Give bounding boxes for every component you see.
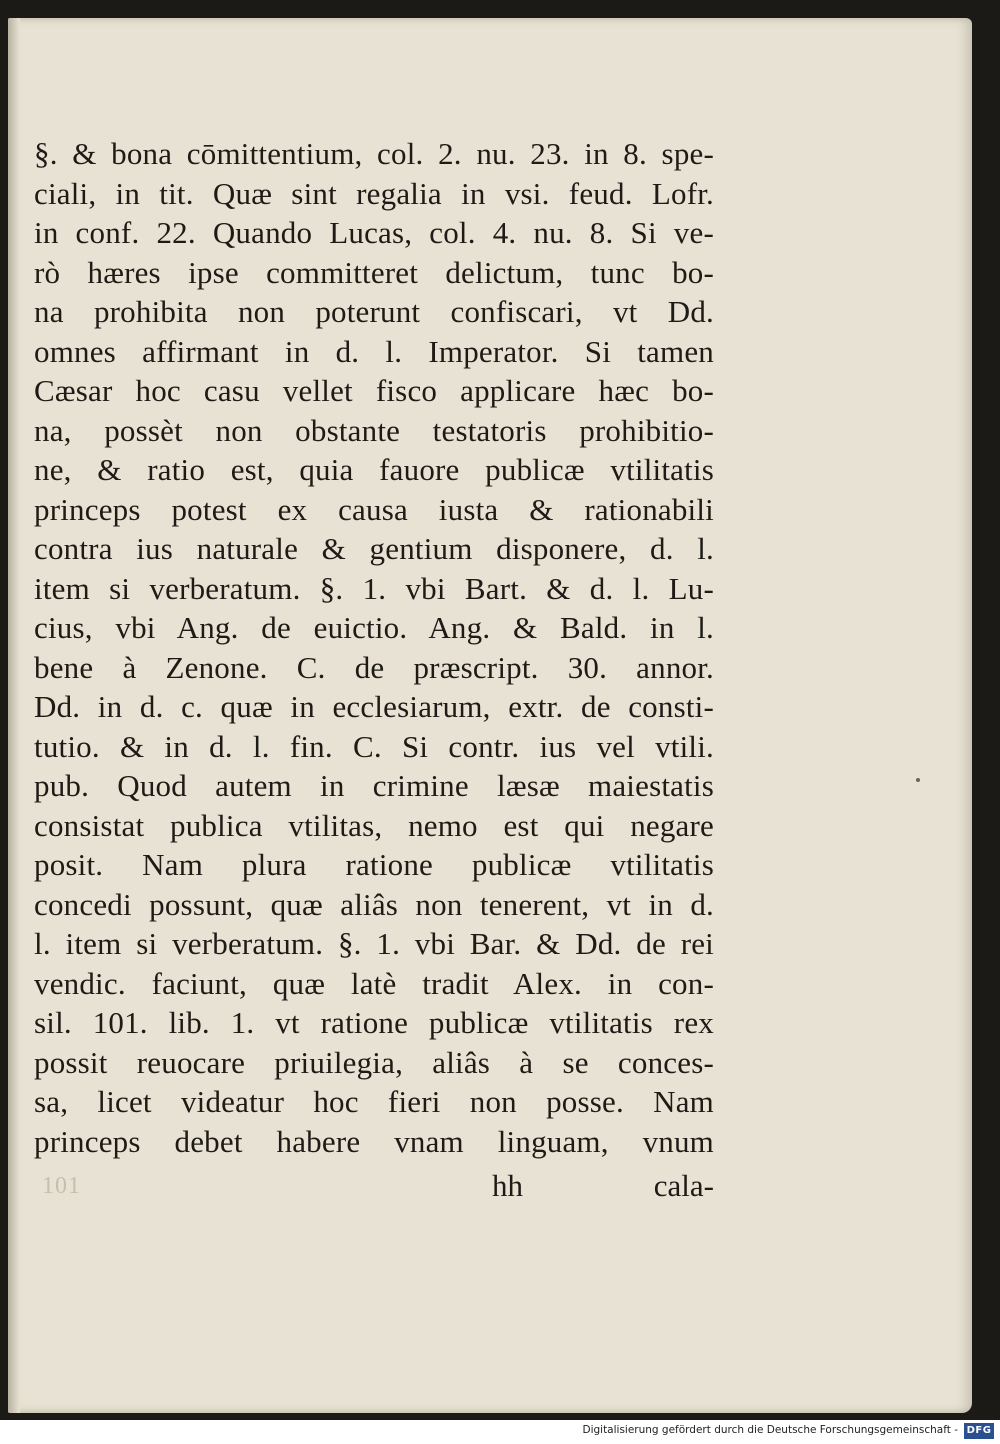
text-line: rò hæres ipse committeret delictum, tunc bo-: [34, 254, 714, 290]
text-line: ciali, in tit. Quæ sint regalia in vsi. feud. Lofr.: [34, 175, 714, 211]
text-line: item si verberatum. §. 1. vbi Bart. & d. l. Lu-: [34, 570, 714, 606]
text-line: tutio. & in d. l. fin. C. Si contr. ius vel vtili.: [34, 728, 714, 764]
funding-bar: [0, 1420, 1000, 1444]
text-line: Dd. in d. c. quæ in ecclesiarum, extr. de consti-: [34, 689, 714, 724]
text-line: na, possèt non obstante testatoris prohibitio-: [34, 412, 714, 448]
funding-notice: Digitalisierung gefördert durch die Deutsche Forschungsgemeinschaft -: [582, 1424, 958, 1436]
text-line: possit reuocare priuilegia, aliâs à se conces-: [34, 1044, 714, 1080]
text-line: consistat publica vtilitas, nemo est qui negare: [34, 807, 714, 843]
text-line: §. & bona cōmittentium, col. 2. nu. 23. in 8. spe-: [34, 136, 714, 171]
text-line: cius, vbi Ang. de euictio. Ang. & Bald. in l.: [34, 610, 714, 645]
text-line: sil. 101. lib. 1. vt ratione publicæ vtilitatis rex: [34, 1005, 714, 1040]
dfg-logo-icon: DFG: [964, 1423, 994, 1439]
text-line: posit. Nam plura ratione publicæ vtilitatis: [34, 847, 714, 882]
text-line: vendic. faciunt, quæ latè tradit Alex. in con-: [34, 965, 714, 1001]
text-line: pub. Quod autem in crimine læsæ maiestatis: [34, 768, 714, 803]
page-text: [34, 134, 714, 1161]
margin-mark: [916, 778, 920, 782]
text-line: ne, & ratio est, quia fauore publicæ vtilitatis: [34, 452, 714, 487]
text-line: omnes affirmant in d. l. Imperator. Si tamen: [34, 333, 714, 369]
text-line: bene à Zenone. C. de præscript. 30. annor.: [34, 649, 714, 685]
signature-mark: hh: [492, 1168, 523, 1203]
page-footer: [34, 1166, 714, 1206]
text-line: princeps debet habere vnam linguam, vnum: [34, 1123, 714, 1159]
binding-edge: [8, 18, 20, 1413]
text-line: in conf. 22. Quando Lucas, col. 4. nu. 8. Si ve-: [34, 215, 714, 250]
text-line: Cæsar hoc casu vellet fisco applicare hæc bo-: [34, 373, 714, 408]
text-line: l. item si verberatum. §. 1. vbi Bar. & Dd. de rei: [34, 926, 714, 961]
catchword: cala-: [653, 1168, 714, 1203]
text-line: princeps potest ex causa iusta & rationabili: [34, 491, 714, 527]
text-line: contra ius naturale & gentium disponere, d. l.: [34, 531, 714, 566]
text-line: na prohibita non poterunt confiscari, vt Dd.: [34, 294, 714, 329]
text-line: concedi possunt, quæ aliâs non tenerent, vt in d.: [34, 886, 714, 922]
faded-page-number: 101: [42, 1173, 81, 1199]
text-line: sa, licet videatur hoc fieri non posse. Nam: [34, 1084, 714, 1119]
